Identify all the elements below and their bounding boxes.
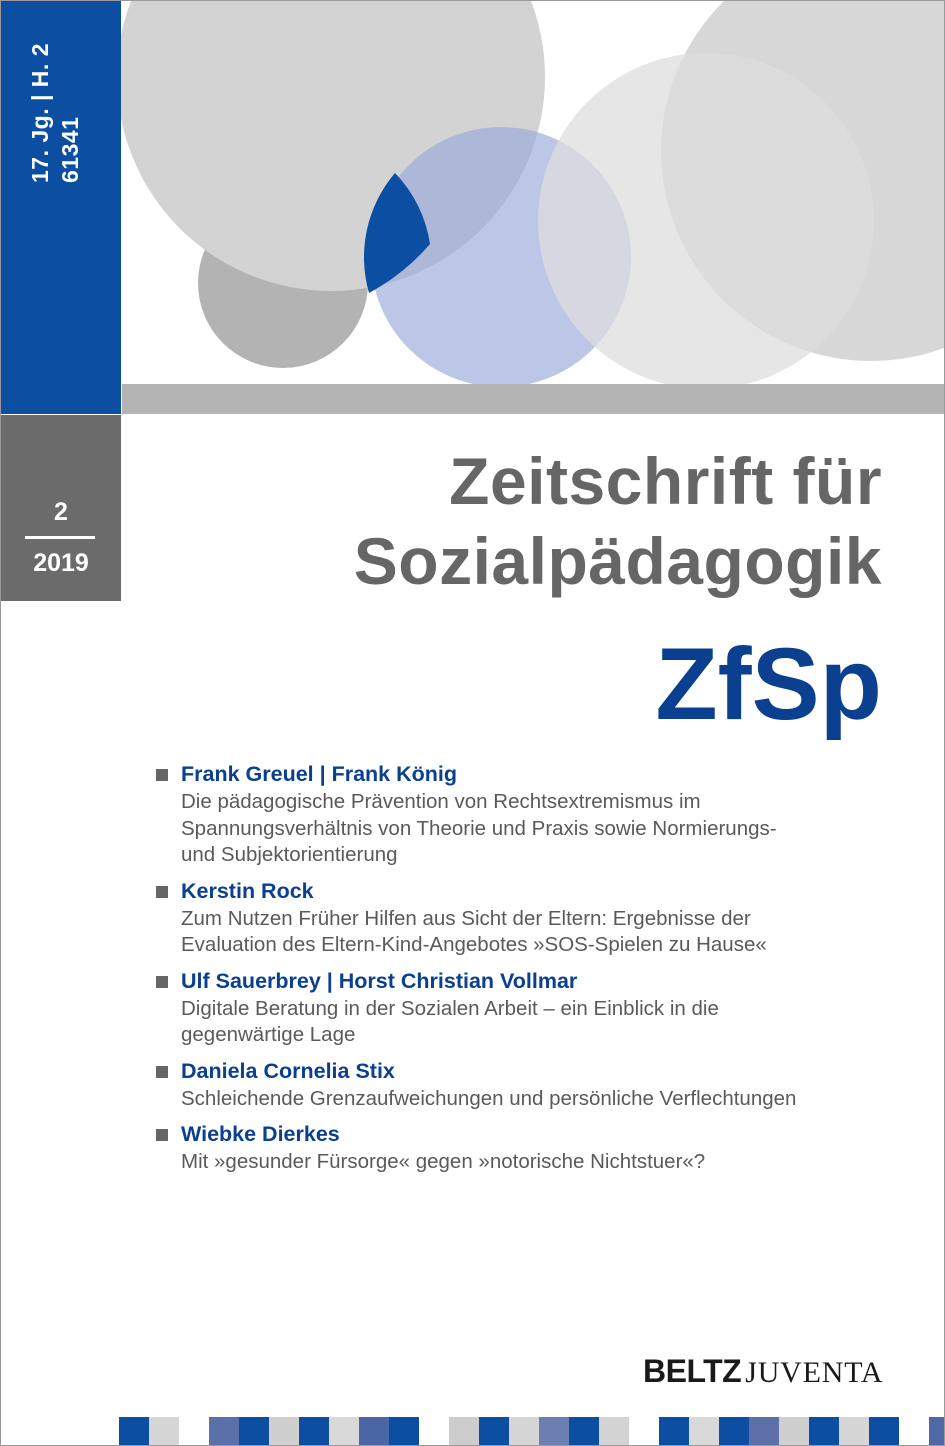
decorative-square <box>359 1417 389 1446</box>
decorative-square <box>719 1417 749 1446</box>
toc-authors: Daniela Cornelia Stix <box>181 1058 395 1083</box>
decorative-square <box>209 1417 239 1446</box>
toc-title-line: Evaluation des Eltern-Kind-Angebotes »SOS-Spielen zu Hause« <box>181 933 767 956</box>
bottom-square-strip <box>1 1 945 1446</box>
toc-authors: Frank Greuel | Frank König <box>181 762 458 786</box>
issue-year: 2019 <box>33 549 89 577</box>
toc-authors: Wiebke Dierkes <box>181 1122 340 1146</box>
toc-title-line: Die pädagogische Prävention von Rechtsextremismus im <box>181 790 701 813</box>
decorative-square <box>119 1417 149 1446</box>
decorative-square <box>389 1417 419 1446</box>
decorative-square <box>449 1417 479 1446</box>
spine-order-number: 61341 <box>57 116 83 183</box>
decorative-square <box>509 1417 539 1446</box>
toc-title-line: Digitale Beratung in der Sozialen Arbeit – ein Einblick in die <box>181 996 719 1020</box>
toc-authors: Kerstin Rock <box>181 878 314 903</box>
spine-volume-issue: 17. Jg. | H. 2 <box>27 43 53 183</box>
toc-authors: Ulf Sauerbrey | Horst Christian Vollmar <box>181 968 578 993</box>
publisher-name-juventa: JUVENTA <box>745 1356 884 1389</box>
decorative-square <box>329 1417 359 1446</box>
decorative-square <box>239 1417 269 1446</box>
issue-number: 2 <box>54 498 68 526</box>
toc-title-line: Schleichende Grenzaufweichungen und persönliche Verflechtungen <box>181 1086 797 1110</box>
decorative-square <box>689 1417 719 1446</box>
decorative-square <box>749 1417 779 1446</box>
journal-title-line1: Zeitschrift für <box>449 444 882 518</box>
decorative-square <box>299 1417 329 1446</box>
journal-title-line2: Sozialpädagogik <box>353 524 882 598</box>
toc-title-line: gegenwärtige Lage <box>181 1023 356 1046</box>
decorative-square <box>869 1417 899 1446</box>
decorative-square <box>539 1417 569 1446</box>
decorative-square <box>809 1417 839 1446</box>
decorative-square <box>269 1417 299 1446</box>
decorative-square <box>179 1417 209 1446</box>
decorative-square <box>149 1417 179 1446</box>
decorative-square <box>899 1417 929 1446</box>
decorative-square <box>659 1417 689 1446</box>
toc-title-line: Mit »gesunder Fürsorge« gegen »notorische Nichtstuer«? <box>181 1150 706 1173</box>
publisher-name-beltz: BELTZ <box>643 1353 742 1389</box>
decorative-square <box>929 1417 945 1446</box>
decorative-square <box>629 1417 659 1446</box>
toc-title-line: Zum Nutzen Früher Hilfen aus Sicht der Eltern: Ergebnisse der <box>181 906 751 930</box>
decorative-square <box>569 1417 599 1446</box>
toc-title-line: und Subjektorientierung <box>181 843 398 866</box>
decorative-square <box>479 1417 509 1446</box>
toc-title-line: Spannungsverhältnis von Theorie und Praxis sowie Normierungs- <box>181 816 777 840</box>
decorative-square <box>599 1417 629 1446</box>
decorative-square <box>779 1417 809 1446</box>
decorative-square <box>419 1417 449 1446</box>
journal-abbreviation: ZfSp <box>655 627 882 741</box>
decorative-square <box>839 1417 869 1446</box>
